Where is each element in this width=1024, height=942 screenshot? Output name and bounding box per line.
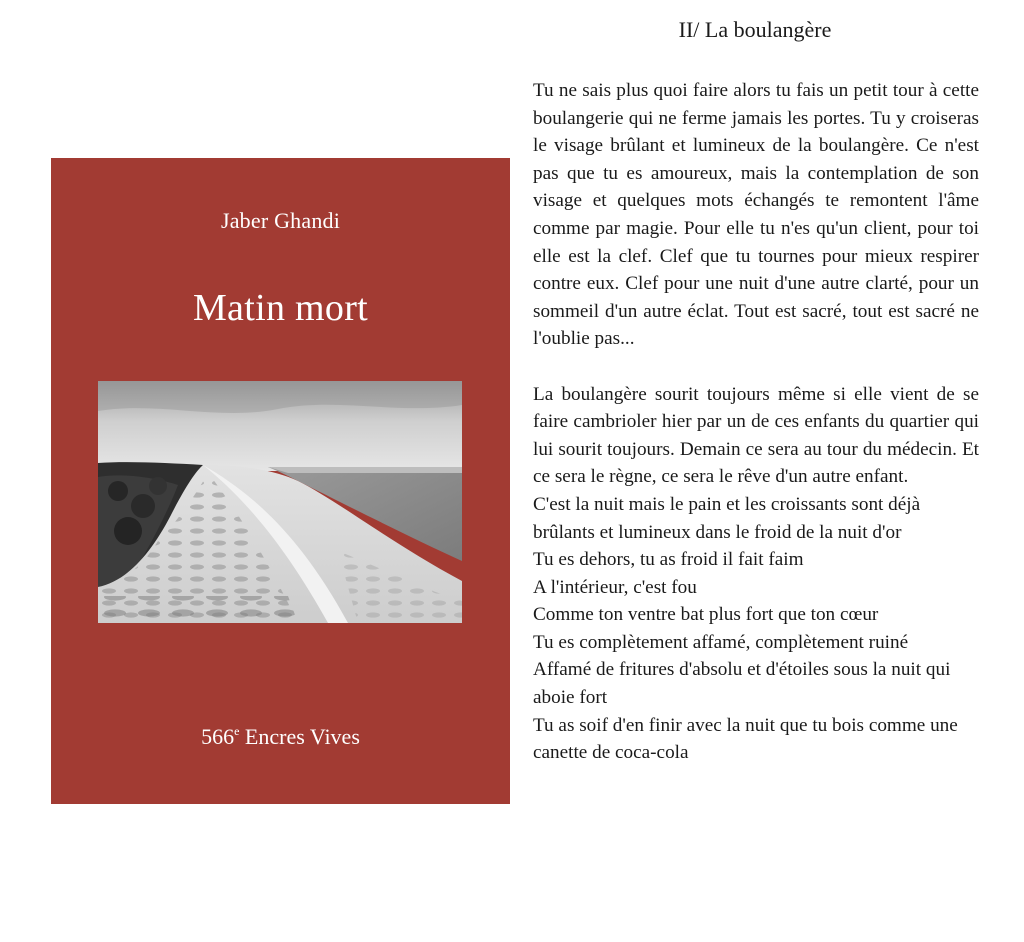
publisher-superscript: e — [234, 724, 240, 738]
sand-dune-photo-icon — [98, 381, 462, 623]
cover-author: Jaber Ghandi — [220, 208, 341, 233]
paragraph-1: Tu ne sais plus quoi faire alors tu fais un petit tour à cette boulangerie qui ne ferme jamais les portes. Tu y croiseras le visage brûlant et lumineux de la boulangère. Ce n'est pas que tu es amoureux, mais la contemplation de son visage et quelques mots échangés te remontent l'âme comme par magie. Pour elle tu n'es qu'un client, pour toi elle est la clef. Clef que tu tournes pour mieux respirer contre eux. Clef pour une nuit d'une autre clarté, pour un sommeil d'un autre éclat. Tout est sacré, tout est sacré ne l'oublie pas... — [533, 80, 979, 350]
publisher-name: Encres Vives — [239, 724, 360, 749]
verse-line: C'est la nuit mais le pain et les croissants sont déjà brûlants et lumineux dans le froid de la nuit d'or — [533, 493, 921, 543]
verse-line: A l'intérieur, c'est fou — [533, 576, 697, 598]
chapter-text — [533, 77, 979, 767]
paragraph-2: La boulangère sourit toujours même si elle vient de se faire cambrioler hier par un de ces enfants du quartier qui lui sourit toujours. Demain ce sera au tour du médecin. Et ce sera le règne, ce sera le rêve d'un autre enfant. — [533, 383, 979, 488]
verse-line: Comme ton ventre bat plus fort que ton cœur — [533, 604, 879, 626]
publisher-number: 566 — [201, 724, 235, 749]
verse-line: Tu es complètement affamé, complètement ruiné — [533, 631, 909, 653]
verse-line: Affamé de fritures d'absolu et d'étoiles sous la nuit qui aboie fort — [533, 659, 951, 709]
cover-publisher — [51, 724, 510, 750]
book-cover — [51, 158, 510, 804]
verse-line: Tu es dehors, tu as froid il fait faim — [533, 549, 804, 571]
verse-line: Tu as soif d'en finir avec la nuit que tu bois comme une canette de coca-cola — [533, 714, 958, 764]
chapter-title: II/ La boulangère — [678, 17, 832, 42]
cover-title: Matin mort — [192, 287, 369, 329]
paragraph-spacer — [533, 353, 979, 381]
